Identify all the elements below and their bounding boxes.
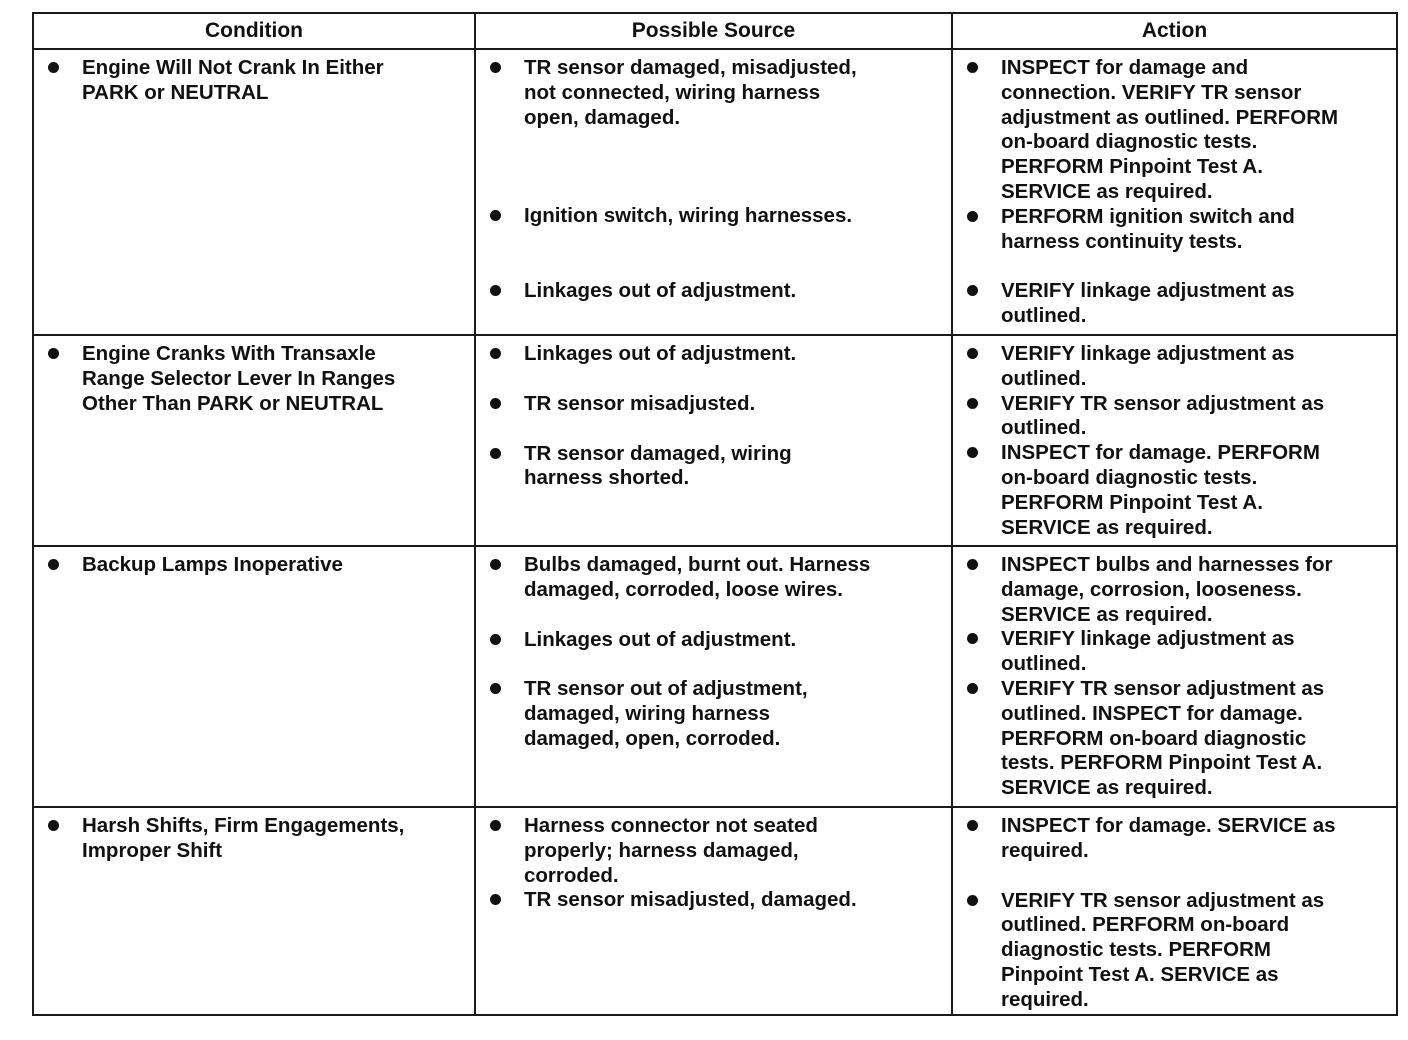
- action-cell: [952, 49, 1397, 335]
- source-text: Bulbs damaged, burnt out. Harness damaged, corroded, loose wires.: [524, 553, 871, 601]
- action-item: [961, 392, 1388, 442]
- bullet-icon: [490, 683, 501, 694]
- condition-item: [42, 342, 466, 416]
- source-item: [484, 279, 943, 304]
- bullet-icon: [48, 820, 59, 831]
- action-item: [961, 279, 1388, 329]
- source-item: [484, 442, 943, 492]
- source-item: [484, 56, 943, 130]
- source-text: TR sensor misadjusted, damaged.: [524, 888, 857, 912]
- bullet-icon: [48, 62, 59, 73]
- bullet-icon: [967, 447, 978, 458]
- table-row: [33, 335, 1397, 546]
- source-item: [484, 342, 943, 367]
- bullet-icon: [490, 348, 501, 359]
- header-row: [33, 13, 1397, 49]
- condition-text: Harsh Shifts, Firm Engagements, Improper Shift: [82, 814, 405, 862]
- condition-text: Backup Lamps Inoperative: [82, 553, 343, 576]
- source-text: Linkages out of adjustment.: [524, 627, 797, 651]
- action-text: INSPECT for damage. SERVICE as required.: [1001, 814, 1336, 862]
- condition-header: Condition: [33, 13, 475, 49]
- bullet-icon: [48, 348, 59, 359]
- action-cell: [952, 335, 1397, 546]
- action-text: VERIFY TR sensor adjustment as outlined. INSPECT for damage. PERFORM on-board diagnostic tests. PERFORM Pinpoint Test A. SERVICE as required.: [1001, 676, 1325, 800]
- condition-cell: [33, 546, 475, 807]
- action-item: [961, 553, 1388, 627]
- source-cell: [475, 546, 952, 807]
- bullet-icon: [490, 894, 501, 905]
- action-text: VERIFY TR sensor adjustment as outlined. PERFORM on-board diagnostic tests. PERFORM Pinpoint Test A. SERVICE as required.: [1001, 888, 1325, 1011]
- bullet-icon: [967, 211, 978, 222]
- action-text: VERIFY linkage adjustment as outlined.: [1001, 279, 1295, 328]
- bullet-icon: [490, 448, 501, 459]
- table-row: [33, 49, 1397, 335]
- condition-item: [42, 553, 466, 578]
- condition-cell: [33, 49, 475, 335]
- action-item: [961, 205, 1388, 255]
- bullet-icon: [967, 895, 978, 906]
- bullet-icon: [967, 398, 978, 409]
- source-cell: [475, 807, 952, 1015]
- action-text: VERIFY TR sensor adjustment as outlined.: [1001, 391, 1325, 440]
- bullet-icon: [490, 559, 501, 570]
- possible-source-header: Possible Source: [475, 13, 952, 49]
- action-item: [961, 677, 1388, 801]
- action-cell: [952, 807, 1397, 1015]
- source-text: Linkages out of adjustment.: [524, 279, 797, 303]
- bullet-icon: [967, 633, 978, 644]
- action-item: [961, 627, 1388, 677]
- action-text: INSPECT bulbs and harnesses for damage, corrosion, looseness. SERVICE as required.: [1001, 553, 1333, 626]
- source-text: Linkages out of adjustment.: [524, 342, 797, 365]
- action-item: [961, 56, 1388, 205]
- source-item: [484, 677, 943, 751]
- source-item: [484, 553, 943, 603]
- action-text: VERIFY linkage adjustment as outlined.: [1001, 342, 1295, 390]
- condition-item: [42, 814, 466, 864]
- bullet-icon: [967, 285, 978, 296]
- action-text: VERIFY linkage adjustment as outlined.: [1001, 627, 1295, 676]
- action-item: [961, 441, 1388, 540]
- bullet-icon: [490, 210, 501, 221]
- condition-text: Engine Will Not Crank In Either PARK or NEUTRAL: [82, 56, 384, 104]
- bullet-icon: [967, 348, 978, 359]
- action-item: [961, 342, 1388, 392]
- source-item: [484, 392, 943, 417]
- condition-text: Engine Cranks With Transaxle Range Selector Lever In Ranges Other Than PARK or NEUTRAL: [82, 342, 396, 415]
- bullet-icon: [967, 683, 978, 694]
- action-text: PERFORM ignition switch and harness continuity tests.: [1001, 204, 1295, 253]
- action-header: Action: [952, 13, 1397, 49]
- source-text: Harness connector not seated properly; harness damaged, corroded.: [524, 814, 818, 887]
- action-cell: [952, 546, 1397, 807]
- action-item: [961, 889, 1388, 1013]
- bullet-icon: [48, 559, 59, 570]
- source-cell: [475, 335, 952, 546]
- source-item: [484, 814, 943, 888]
- bullet-icon: [490, 285, 501, 296]
- bullet-icon: [490, 398, 501, 409]
- source-item: [484, 628, 943, 653]
- condition-cell: [33, 807, 475, 1015]
- source-text: TR sensor misadjusted.: [524, 391, 756, 415]
- source-text: TR sensor damaged, misadjusted, not connected, wiring harness open, damaged.: [524, 56, 857, 129]
- bullet-icon: [967, 820, 978, 831]
- table-row: [33, 546, 1397, 807]
- diagnosis-table: [32, 12, 1398, 1016]
- bullet-icon: [490, 62, 501, 73]
- bullet-icon: [967, 62, 978, 73]
- table-row: [33, 807, 1397, 1015]
- condition-item: [42, 56, 466, 106]
- action-text: INSPECT for damage. PERFORM on-board diagnostic tests. PERFORM Pinpoint Test A. SERVICE as required.: [1001, 441, 1320, 539]
- bullet-icon: [490, 634, 501, 645]
- action-text: INSPECT for damage and connection. VERIFY TR sensor adjustment as outlined. PERFORM on-board diagnostic tests. PERFORM Pinpoint Test A. SERVICE as required.: [1001, 56, 1339, 203]
- source-item: [484, 888, 943, 913]
- condition-cell: [33, 335, 475, 546]
- source-item: [484, 204, 943, 229]
- source-text: TR sensor out of adjustment, damaged, wiring harness damaged, open, corroded.: [524, 677, 808, 750]
- source-cell: [475, 49, 952, 335]
- source-text: TR sensor damaged, wiring harness shorted.: [524, 441, 792, 490]
- bullet-icon: [967, 559, 978, 570]
- source-text: Ignition switch, wiring harnesses.: [524, 204, 853, 228]
- action-item: [961, 814, 1388, 864]
- bullet-icon: [490, 820, 501, 831]
